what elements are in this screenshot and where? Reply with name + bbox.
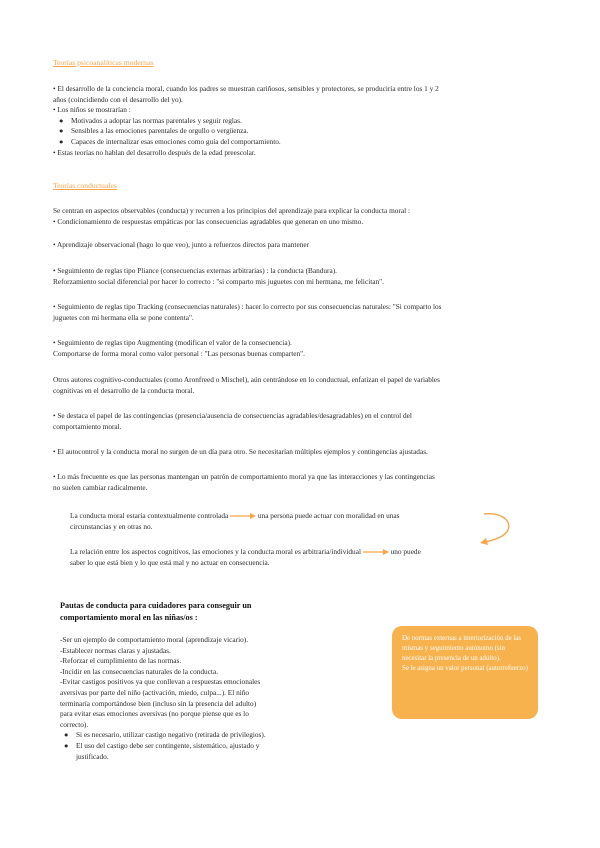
note-contextual [70,511,490,532]
heading-psicoanaliticas: Teorías psicoanalíticas modernas [53,58,154,67]
para: • Estas teorías no hablan del desarrollo después de la edad preescolar. [53,147,256,157]
heading-conductuales: Teorías conductuales [53,181,117,190]
para: Otros autores cognitivo-conductuales (como Aronfreed o Mischel), aún centrándose en lo conductual, enfatizan el papel de variables [53,375,440,384]
list-item-text: Motivados a adoptar las normas parentales y seguir reglas. [71,115,242,125]
note-text: circunstancias y en otras no. [70,521,153,531]
list-item: ● Sensibles a las emociones parentales de orgullo o vergüenza. [59,126,249,136]
para: comportamiento moral. [53,421,122,431]
section-psicoanaliticas [53,58,533,69]
list-item: ● Motivados a adoptar las normas parentales y seguir reglas. [59,115,242,125]
list-item: ● El uso del castigo debe ser contingente, sistemático, ajustado y [64,740,260,750]
para: • El desarrollo de la conciencia moral, cuando los padres se muestran cariñosos, sensibles y protectores, se produciría entre los 1 y 2 [53,84,439,93]
note-text: una persona puede actuar con moralidad en unas [257,511,400,520]
para: no suelen cambiar radicalmente. [53,482,148,492]
note-card [392,626,538,719]
pauta-line: -Ser un ejemplo de comportamiento moral (aprendizaje vicario). [60,635,249,644]
pautas-list [60,635,360,762]
para: juguetes con mi hermana ella se pone contenta". [53,312,194,322]
card-text: Se le asigna un valor personal (autorrefuerzo) [402,664,528,672]
list-item [64,752,360,763]
para: • Seguimiento de reglas tipo Augmenting (modifican el valor de la consecuencia). [53,338,292,347]
section1-body [53,84,533,158]
para: • Seguimiento de reglas tipo Tracking (consecuencias naturales) : hacer lo correcto por sus consecuencias naturales: "Si comparto los [53,302,442,311]
intro [53,206,533,227]
para: • Condicionamiento de respuestas empáticas por las consecuencias agradables que generan en uno mismo. [53,216,364,226]
note-text: uno puede [390,547,421,556]
para: Se centran en aspectos observables (conducta) y recurren a los principios del aprendizaje para explicar la conducta moral : [53,206,410,215]
para: Reforzamiento social diferencial por hacer lo correcto : "si comparto mis juguetes con mi hermana, me felicitan". [53,276,384,286]
note-text: La conducta moral estaría contextualmente controlada [70,511,229,520]
pauta-line: correcto). [60,719,89,729]
para: • Los niños se mostrarían : [53,105,131,115]
card-text: De normas externas a interiorización de las mismas y seguimiento autónomo (sin necesitar la presencia de un adulto). [402,635,522,662]
para: • El autocontrol y la conducta moral no surgen de un día para otro. Se necesitarían múltiples ejemplos y contingencias ajustadas. [53,447,428,456]
para: • Aprendizaje observacional (hago lo que veo), junto a refuerzos directos para mantener [53,240,310,249]
pauta-bullets [60,730,360,762]
list-item-text: Sensibles a las emociones parentales de orgullo o vergüenza. [71,126,249,136]
para: • Lo más frecuente es que las personas mantengan un patrón de comportamiento moral ya que las interacciones y las contingencias [53,472,435,481]
note-relacion [70,547,490,568]
pliance [53,266,533,287]
others [53,375,533,396]
pauta-line: terminaría comportándose bien (incluso sin la presencia del adulto) [60,698,257,708]
note-text: saber lo que está bien y lo que está mal y no actuar en consecuencia. [70,557,270,567]
pauta-line: -Establecer normas claras y ajustadas. [60,645,171,655]
arrow-right-icon [363,548,389,556]
section-conductuales [53,181,533,192]
pauta-line: aversivas por parte del niño (activación, miedo, culpa...). El niño [60,687,250,697]
list-item-text: justificado. [76,751,109,761]
list-item-text: Capaces de internalizar esas emociones como guía del comportamiento. [71,136,281,146]
para: • Seguimiento de reglas tipo Pliance (consecuencias externas arbitrarias) : la conducta (Bandura). [53,266,337,275]
list-item-text: El uso del castigo debe ser contingente, sistemático, ajustado y [76,740,260,750]
tracking [53,302,533,323]
para: Comportarse de forma moral como valor personal : "Las personas buenas comparten". [53,348,305,358]
para: cognitivas en el desarrollo de la conducta moral. [53,385,195,395]
pautas-title: comportamiento moral en las niñas/os : [60,613,198,622]
list-item: ● Si es necesario, utilizar castigo negativo (retirada de privilegios). [64,730,266,740]
para: años (coincidiendo con el desarrollo del yo). [53,94,183,104]
frecuente [53,472,533,493]
pauta-line: -Incidir en las consecuencias naturales de la conducta. [60,666,219,676]
para: • Se destaca el papel de las contingencias (presencia/ausencia de consecuencias agradables/desagradables) en el control del [53,411,412,420]
contingencias [53,411,533,432]
augmenting [53,338,533,359]
list-item: ● Capaces de internalizar esas emociones como guía del comportamiento. [59,136,281,146]
pauta-line: -Reforzar el cumplimiento de las normas. [60,656,182,666]
pautas-title: Pautas de conducta para cuidadores para conseguir un [60,601,252,610]
section-pautas-title [60,600,540,624]
sub-list [53,116,533,148]
note-text: La relación entre los aspectos cognitivos, las emociones y la conducta moral es arbitraria/individual [70,547,361,556]
pauta-line: para evitar esas emociones aversivas (no porque piense que es lo [60,709,249,719]
swoosh-icon [478,508,518,548]
pauta-line: -Evitar castigos positivos ya que conllevan a respuestas emocionales [60,677,261,687]
arrow-right-icon [230,512,256,520]
list-item-text: Si es necesario, utilizar castigo negativo (retirada de privilegios). [76,730,266,740]
